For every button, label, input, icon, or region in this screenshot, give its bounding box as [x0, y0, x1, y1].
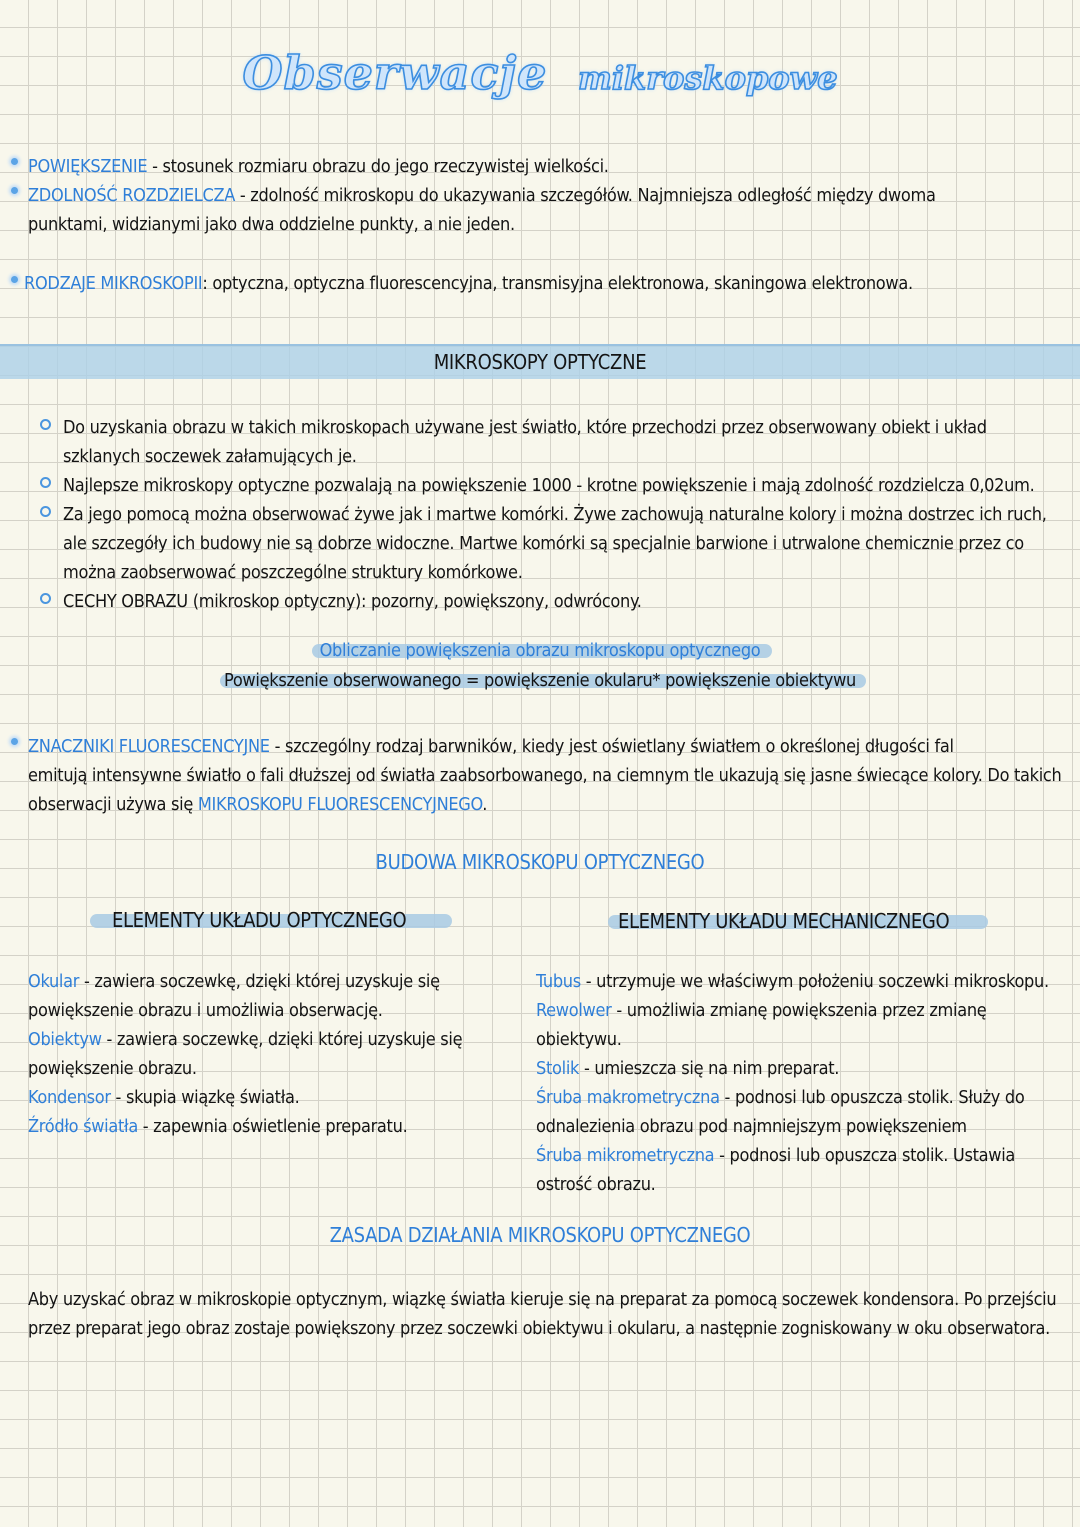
item-desc: - podnosi lub opuszcza stolik. Służy do — [719, 1087, 1025, 1108]
point-live-dead-cells-cont: można zaobserwować poszczególne struktury komórkowe. — [63, 562, 523, 583]
list-item-rewolwer — [536, 996, 986, 1025]
bullet-dot-icon — [11, 738, 18, 745]
list-item-obiektyw-cont: powiększenie obrazu. — [28, 1058, 197, 1079]
fluorescence-microscope-term: MIKROSKOPU FLUORESCENCYJNEGO — [197, 794, 483, 815]
term: Kondensor — [28, 1087, 111, 1108]
principle-text-line-2: przez preparat jego obraz zostaje powiększony przez soczewki obiektywu i okularu, a następnie zogniskowany w oku obserwatora. — [28, 1318, 1050, 1339]
list-item-okular — [28, 967, 440, 996]
item-desc: - skupia wiązkę światła. — [110, 1087, 300, 1108]
point-live-dead-cells: Za jego pomocą można obserwować żywe jak i martwe komórki. Żywe zachowują naturalne kolory i można dostrzec ich ruch, — [63, 504, 1047, 525]
bullet-ring-icon — [40, 593, 51, 604]
bullet-dot-icon — [11, 158, 18, 165]
definition-text: - stosunek rozmiaru obrazu do jego rzeczywistej wielkości. — [147, 156, 609, 177]
list-item-micro-screw — [536, 1141, 1015, 1170]
term: ZNACZNIKI FLUORESCENCYJNE — [28, 736, 270, 757]
list-item-tubus — [536, 967, 1049, 996]
definition-magnification — [28, 152, 609, 181]
term: Rewolwer — [536, 1000, 612, 1021]
term: Obiektyw — [28, 1029, 102, 1050]
item-desc: - utrzymuje we właściwym położeniu soczewki mikroskopu. — [580, 971, 1049, 992]
formula-title: Obliczanie powiększenia obrazu mikroskopu optycznego — [319, 640, 761, 661]
term: Okular — [28, 971, 80, 992]
page-title — [0, 46, 1080, 100]
list-item-light-source — [28, 1112, 407, 1141]
list-item-stolik — [536, 1054, 839, 1083]
formula: Powiększenie obserwowanego = powiększenie okularu* powiększenie obiektywu — [224, 670, 856, 691]
definition-microscope-types — [24, 269, 913, 298]
bullet-ring-icon — [40, 477, 51, 488]
structure-heading: BUDOWA MIKROSKOPU OPTYCZNEGO — [375, 850, 705, 874]
term: Śruba makrometryczna — [536, 1087, 720, 1108]
point-light-text-cont: szklanych soczewek załamujących je. — [63, 446, 357, 467]
principle-text-line-1: Aby uzyskać obraz w mikroskopie optycznym, wiązkę światła kieruje się na preparat za pomocą soczewek kondensora. Po przejściu — [28, 1289, 1057, 1310]
term: Tubus — [536, 971, 581, 992]
optical-elements-heading: ELEMENTY UKŁADU OPTYCZNEGO — [112, 908, 407, 932]
fluorescence-line-3-suffix: . — [482, 794, 488, 815]
definition-resolution-cont: punktami, widzianymi jako dwa oddzielne punkty, a nie jeden. — [28, 214, 515, 235]
item-desc: - podnosi lub opuszcza stolik. Ustawia — [714, 1145, 1016, 1166]
mechanical-elements-heading: ELEMENTY UKŁADU MECHANICZNEGO — [618, 909, 950, 933]
fluorescence-line-1 — [28, 732, 954, 761]
list-item-micro-screw-cont: ostrość obrazu. — [536, 1174, 656, 1195]
term: RODZAJE MIKROSKOPII — [24, 273, 203, 294]
point-light-text: Do uzyskania obrazu w takich mikroskopach używane jest światło, które przechodzi przez obserwowany obiekt i układ — [63, 417, 987, 438]
definition-text: - szczególny rodzaj barwników, kiedy jest oświetlany światłem o określonej długości fal — [269, 736, 954, 757]
term: Stolik — [536, 1058, 580, 1079]
item-desc: - zawiera soczewkę, dzięki której uzyskuje się — [79, 971, 440, 992]
list-item-macro-screw — [536, 1083, 1025, 1112]
fluorescence-line-3 — [28, 790, 487, 819]
definition-text: : optyczna, optyczna fluorescencyjna, transmisyjna elektronowa, skaningowa elektronowa. — [202, 273, 913, 294]
page-title-word-2: mikroskopowe — [578, 59, 838, 97]
term: Śruba mikrometryczna — [536, 1145, 715, 1166]
point-magnification: Najlepsze mikroskopy optyczne pozwalają na powiększenie 1000 - krotne powiększenie i mają zdolność rozdzielcza 0,02um. — [63, 475, 1035, 496]
bullet-ring-icon — [40, 419, 51, 430]
principle-heading: ZASADA DZIAŁANIA MIKROSKOPU OPTYCZNEGO — [329, 1223, 751, 1247]
page-title-word-1: Obserwacje — [242, 46, 548, 100]
definition-text: - zdolność mikroskopu do ukazywania szczegółów. Najmniejsza odległość między dwoma — [235, 185, 936, 206]
bullet-dot-icon — [11, 276, 18, 283]
section-heading-optical: MIKROSKOPY OPTYCZNE — [433, 350, 647, 374]
list-item-okular-cont: powiększenie obrazu i umożliwia obserwację. — [28, 1000, 383, 1021]
list-item-kondensor — [28, 1083, 300, 1112]
item-desc: - zawiera soczewkę, dzięki której uzyskuje się — [101, 1029, 463, 1050]
point-image-features: CECHY OBRAZU (mikroskop optyczny): pozorny, powiększony, odwrócony. — [63, 591, 642, 612]
fluorescence-line-3-prefix: obserwacji używa się — [28, 794, 198, 815]
term: Źródło światła — [28, 1116, 138, 1137]
list-item-obiektyw — [28, 1025, 462, 1054]
point-live-dead-cells-cont: ale szczegóły ich budowy nie są dobrze widoczne. Martwe komórki są specjalnie barwione i utrwalone chemicznie przez co — [63, 533, 1024, 554]
term: POWIĘKSZENIE — [28, 156, 148, 177]
list-item-rewolwer-cont: obiektywu. — [536, 1029, 622, 1050]
term: ZDOLNOŚĆ ROZDZIELCZA — [28, 185, 236, 206]
fluorescence-line-2: emitują intensywne światło o fali dłuższej od światła zaabsorbowanego, na ciemnym tle ukazują się jasne świecące kolory. Do takich — [28, 765, 1062, 786]
bullet-dot-icon — [11, 187, 18, 194]
item-desc: - umożliwia zmianę powiększenia przez zmianę — [611, 1000, 987, 1021]
list-item-macro-screw-cont: odnalezienia obrazu pod najmniejszym powiększeniem — [536, 1116, 967, 1137]
item-desc: - zapewnia oświetlenie preparatu. — [137, 1116, 408, 1137]
item-desc: - umieszcza się na nim preparat. — [579, 1058, 840, 1079]
definition-resolution — [28, 181, 936, 210]
bullet-ring-icon — [40, 506, 51, 517]
